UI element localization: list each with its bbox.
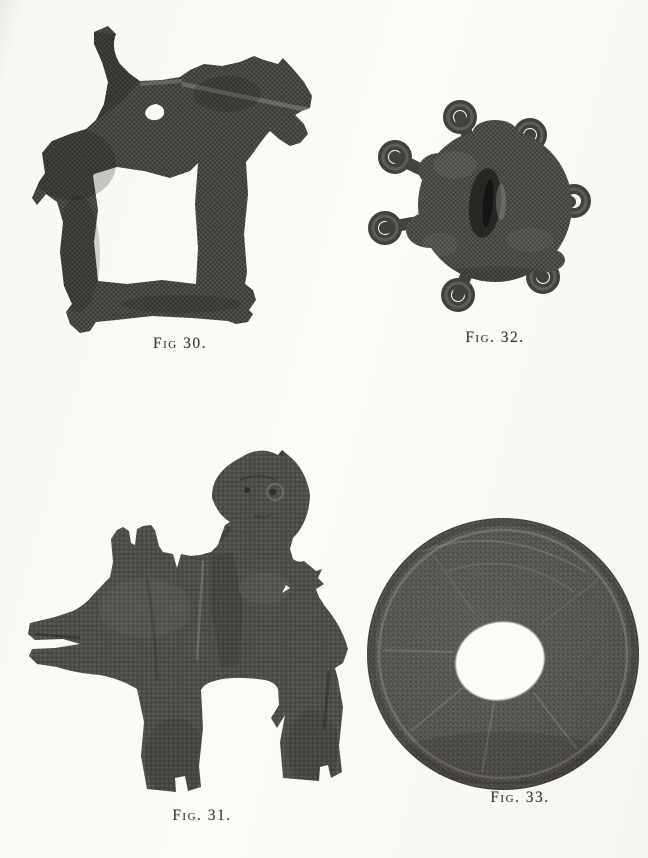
fig31-caption: Fig. 31. [172,807,232,824]
fig30-caption: Fig 30. [153,335,207,352]
fig32-caption: Fig. 32. [465,329,525,346]
horse-on-frame-figurine-photo [32,24,314,336]
rider-on-boar-figurine-photo [25,428,355,800]
fig33-caption: Fig. 33. [490,789,550,806]
disc-body [360,90,605,315]
disc-with-rings-photo [360,90,605,315]
perforated-disc-photo [362,508,646,800]
